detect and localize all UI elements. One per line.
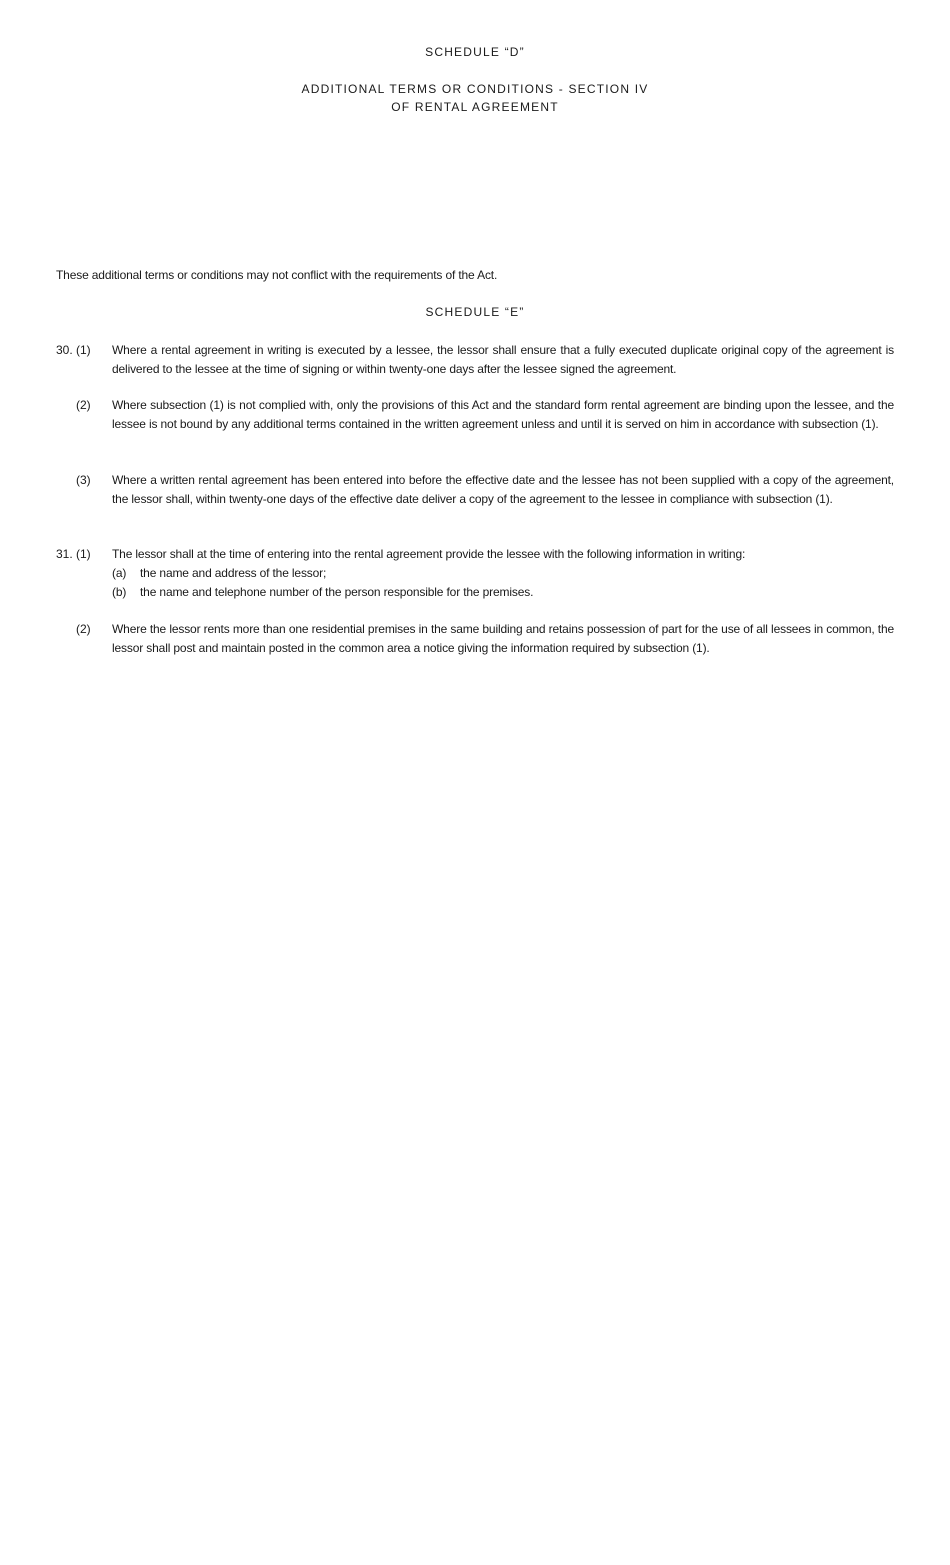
list-item-text: the name and address of the lessor;	[140, 566, 327, 580]
clause-number: 30. (1)	[56, 343, 91, 357]
schedule-d-subtitle-line2: OF RENTAL AGREEMENT	[391, 100, 559, 114]
schedule-e-title: SCHEDULE “E”	[425, 305, 525, 319]
clause-number: (3)	[76, 473, 91, 487]
schedule-d-title: SCHEDULE “D”	[425, 45, 525, 59]
clause-number: (2)	[76, 622, 91, 636]
clause-30-2	[56, 396, 894, 434]
clause-text: Where subsection (1) is not complied with, only the provisions of this Act and the standard form rental agreement are binding upon the lessee, and the lessee is not bound by any additional terms contained in the written agreement unless and until it is served on him in accordance with subsection (1).	[112, 398, 894, 431]
list-item-label: (a)	[112, 566, 127, 580]
clause-31-2	[56, 620, 894, 658]
list-item-label: (b)	[112, 585, 127, 599]
list-item	[112, 564, 894, 583]
clause-31-1	[56, 545, 894, 602]
clause-text: Where the lessor rents more than one residential premises in the same building and retains possession of part for the use of all lessees in common, the lessor shall post and maintain posted in the common area a notice giving the information required by subsection (1).	[112, 622, 894, 655]
clause-number: 31. (1)	[56, 547, 91, 561]
clause-text: Where a written rental agreement has been entered into before the effective date and the lessee has not been supplied with a copy of the agreement, the lessor shall, within twenty-one days of the effective date deliver a copy of the agreement to the lessee in compliance with subsection (1).	[112, 473, 894, 506]
clause-30-3	[56, 471, 894, 509]
schedule-d-subtitle-line1: ADDITIONAL TERMS OR CONDITIONS - SECTION IV	[301, 82, 649, 96]
list-item-text: the name and telephone number of the person responsible for the premises.	[140, 585, 534, 599]
list-item	[112, 583, 894, 602]
clause-30-1	[56, 341, 894, 379]
additional-terms-note: These additional terms or conditions may not conflict with the requirements of the Act.	[56, 268, 498, 282]
clause-text: The lessor shall at the time of entering into the rental agreement provide the lessee with the following information in writing:	[112, 547, 746, 561]
clause-text: Where a rental agreement in writing is executed by a lessee, the lessor shall ensure that a fully executed duplicate original copy of the agreement is delivered to the lessee at the time of signing or within twenty-one days after the lessee signed the agreement.	[112, 343, 894, 376]
clause-number: (2)	[76, 398, 91, 412]
